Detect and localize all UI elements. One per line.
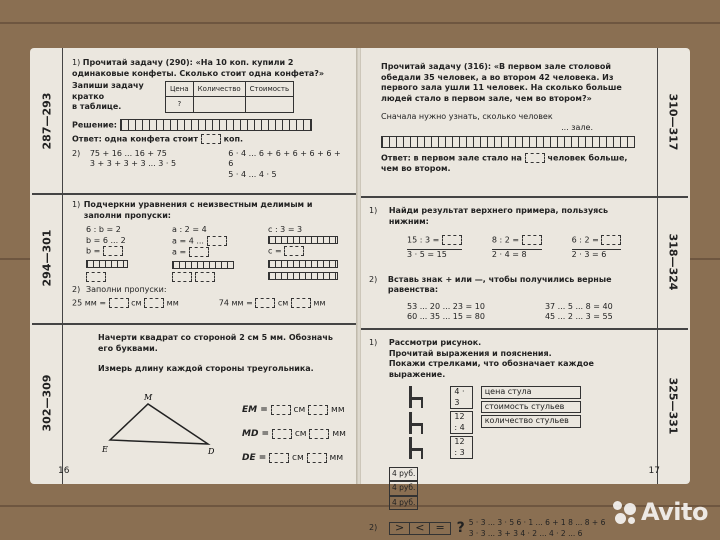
expression-box[interactable]: 4 · 3: [450, 386, 472, 409]
chair-icon: [407, 437, 425, 459]
left-page-strip: [32, 48, 63, 484]
left-page: [30, 48, 357, 484]
meaning-box[interactable]: стоимость стульев: [481, 401, 581, 414]
triangle-figure: [100, 388, 220, 458]
price-tag: 4 руб.: [389, 481, 418, 496]
chairs-task: 1) Рассмотри рисунок. Прочитай выражения и пояснения. Покажи стрелками, что обозначает каждое выражение. 4 руб.4 руб.4 руб. 4 · 3 12 : 4 12 : 3 цена стула стоимость стульев количество стульев 2) > < = ? 5 · 3 ... 3 · 5 6 · 1 ... 6 + 1 8 ... 8 + 6 3 · 3 ... 3 + 3 4 · 2 ... 4 · 2 ... 6: [369, 338, 606, 538]
sign-less: <: [410, 523, 430, 534]
task-316: Прочитай задачу (316): «В первом зале столовой обедали 35 человек, а во втором 42 человека. Из первого зала ушли 11 человек. На сколько больше людей стало в первом зале, чем во втором?» Сначала нужно узнать, сколько человек ... зале. Ответ: в первом зале стало на человек больше, чем во втором.: [381, 62, 643, 175]
task-290: 1) Прочитай задачу (290): «На 10 коп. купили 2 одинаковые конфеты. Сколько стоит одна конфета?» Запиши задачу кратко в таблице. Цена Количество Стоимость ? Решение: Ответ: одна конфета стоит коп. 2) 75 + 16 ... 16 + 75 3 + 3 + 3 + 3 ... 3 · 5 6 · 4 ... 6 + 6 + 6 + 6 + 6 + 6 5 · 4 ... 4 · 5: [72, 58, 341, 179]
side-lengths: EM = см мм MD = см мм DE = см мм: [242, 405, 346, 463]
page-number: 16: [58, 466, 70, 476]
chair-icon: [407, 412, 425, 434]
sign-equal: =: [435, 521, 445, 535]
answer-box[interactable]: [201, 134, 221, 144]
equations-task: 1) Подчеркни уравнения с неизвестным делимым и заполни пропуски: 6 : b = 2 b = 6 ... 2 b = a : 2 = 4 a = 4 ... a = c : 3 = 3 c = 2) Заполни пропуски: 25 мм = см мм 74 мм = см мм: [72, 200, 350, 309]
expression-box[interactable]: 12 : 4: [450, 411, 472, 434]
avito-watermark: Avito: [613, 498, 708, 526]
solution-line[interactable]: [381, 136, 635, 148]
sign-greater: >: [390, 523, 410, 534]
short-condition-table: Цена Количество Стоимость ?: [165, 81, 294, 113]
range-label: 287—293: [40, 92, 54, 149]
page-number: 17: [648, 466, 660, 476]
range-label: 302—309: [40, 374, 54, 432]
solution-line[interactable]: [120, 119, 312, 131]
expression-box[interactable]: 12 : 3: [450, 436, 472, 459]
price-tag: 4 руб.: [389, 496, 418, 511]
vertex-m: M: [144, 393, 153, 402]
price-tag: 4 руб.: [389, 467, 418, 482]
vertex-d: D: [208, 447, 215, 456]
chair-icon: [407, 386, 425, 408]
right-page-strip: 310—317 318—324 325—331: [657, 48, 688, 484]
range-label: 294—301: [40, 229, 54, 287]
meaning-box[interactable]: цена стула: [481, 386, 581, 399]
meaning-box[interactable]: количество стульев: [481, 415, 581, 428]
avito-logo-icon: [613, 501, 637, 525]
answer-box[interactable]: [525, 153, 545, 163]
vertex-e: E: [102, 445, 108, 454]
division-task: 1) Найди результат верхнего примера, пользуясь нижним: 15 : 3 = 3 · 5 = 15 8 : 2 = 2 · 4 = 8 6 : 2 = 2 · 3 = 6 2) Вставь знак + или —, чтобы получились верные равенства: 53 ... 20 ... 23 = 10 60 ... 35 ... 15 = 80 37 ... 5 ... 8 = 40 45 ... 2 ... 3 = 55: [369, 206, 649, 323]
square-task: Начерти квадрат со стороной 2 см 5 мм. Обозначь его буквами. Измерь длину каждой стороны треугольника.: [98, 333, 333, 373]
